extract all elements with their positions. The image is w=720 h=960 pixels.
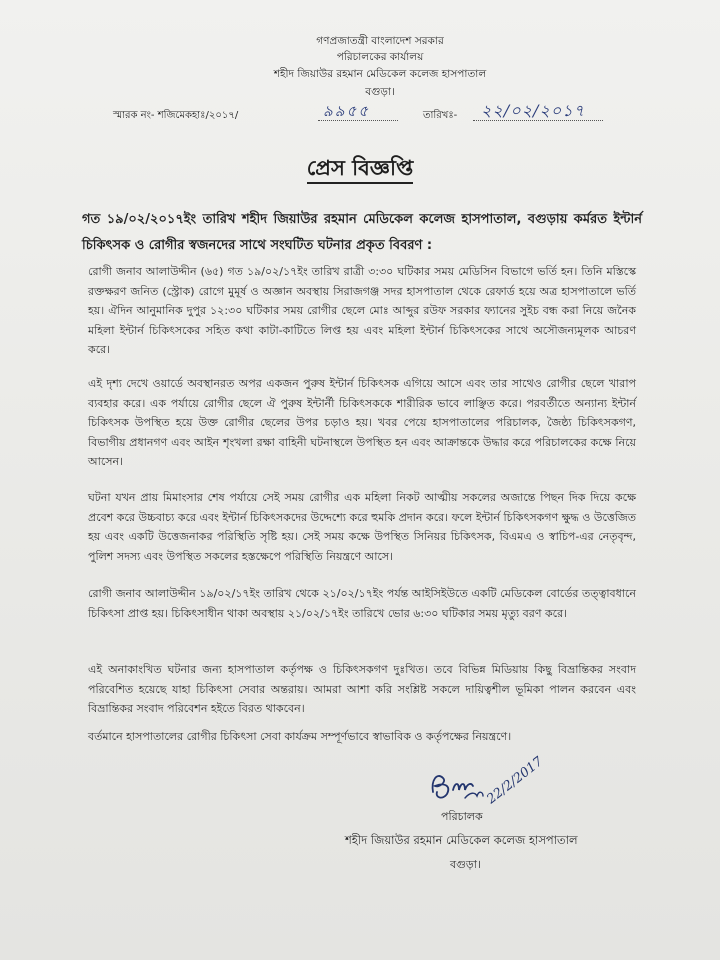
paragraph-6: বর্তমানে হাসপাতালের রোগীর চিকিৎসা সেবা কার্যক্রম সম্পূর্ণভাবে স্বাভাবিক ও কর্তৃপক্ষের নিয়ন্ত্রণে। <box>88 730 512 743</box>
letterhead-office: পরিচালকের কার্যালয় <box>336 51 424 63</box>
paragraph-3: ঘটনা যখন প্রায় মিমাংসার শেষ পর্যায়ে সেই সময় রোগীর এক মহিলা নিকট আত্মীয় সকলের অজান্তে পিছন দিক দিয়ে কক্ষে প্রবেশ করে উচ্চবাচ্য করে এবং ইন্টার্ন চিকিৎসকদের উদ্দেশ্যে করে হুমকি প্রদান করে। ফলে ইন্টার্ন চিকিৎসকগণ ক্ষুদ্ধ ও উত্তেজিত হয় এবং একটি উত্তেজনাকর পরিস্থিতি সৃষ্টি হয়। সেই সময় কক্ষে উপস্থিত সিনিয়র চিকিৎসক, বিএমএ ও স্বাচিপ-এর নেতৃবৃন্দ, পুলিশ সদস্য এবং উপস্থিত সকলের হস্তক্ষেপে পরিস্থিতি নিয়ন্ত্রণে আসে। <box>88 491 636 563</box>
paragraph-4: রোগী জনাব আলাউদ্দীন ১৯/০২/১৭ইং তারিখ থেকে ২১/০২/১৭ইং পর্যন্ত আইসিইউতে একটি মেডিকেল বোর্ডের তত্ত্বাবধানে চিকিৎসা প্রাপ্ত হয়। চিকিৎসাধীন থাকা অবস্থায় ২১/০২/১৭ইং তারিখে ভোর ৬:৩০ ঘটিকার সময় মৃত্যু বরণ করে। <box>88 587 636 620</box>
signatory-district: বগুড়া। <box>450 858 481 871</box>
date-value: ২২/০২/২০১৭ <box>481 101 585 120</box>
letterhead-hospital: শহীদ জিয়াউর রহমান মেডিকেল কলেজ হাসপাতাল <box>273 68 487 80</box>
reference-number: ৯৯৫৫ <box>323 102 370 120</box>
paragraph-2: এই দৃশ্য দেখে ওয়ার্ডে অবস্থানরত অপর একজন পুরুষ ইন্টার্ন চিকিৎসক এগিয়ে আসে এবং তার সাথেও রোগীর ছেলে খারাপ ব্যবহার করে। এক পর্যায়ে রোগীর ছেলে ঐ পুরুষ ইন্টার্নী চিকিৎসককে শারীরিক ভাবে লাঞ্ছিত করে। পরবর্তীতে অন্যান্য ইন্টার্ন চিকিৎসক উপস্থিত হয়ে উক্ত রোগীর ছেলের উপর চড়াও হয়। খবর পেয়ে হাসপাতালের পরিচালক, জৈষ্ঠ্য চিকিৎসকগণ, বিভাগীয় প্রধানগণ এবং আইন শৃংখলা রক্ষা বাহিনী ঘটনাস্থলে উপস্থিত হন এবং আক্রান্তকে উদ্ধার করে পরিচালকের কক্ষে নিয়ে আসেন। <box>88 377 636 469</box>
signature-date: 22/2/2017 <box>484 754 547 808</box>
press-release-title <box>0 152 720 187</box>
signatory-hospital: শহীদ জিয়াউর রহমান মেডিকেল কলেজ হাসপাতাল <box>345 833 578 847</box>
reference-label: স্মারক নং- শজিমেকহাঃ/২০১৭/ <box>113 110 239 121</box>
date-dotted-line <box>473 120 603 121</box>
signatory-title: পরিচালক <box>441 810 483 823</box>
subject-heading: গত ১৯/০২/২০১৭ইং তারিখ শহীদ জিয়াউর রহমান মেডিকেল কলেজ হাসপাতাল, বগুড়ায় কর্মরত ইন্টার্ন চিকিৎসক ও রোগীর স্বজনদের সাথে সংঘটিত ঘটনার প্রকৃত বিবরণ : <box>82 212 642 253</box>
date-label: তারিখঃ- <box>423 110 458 121</box>
signature-drawing <box>425 752 585 812</box>
letterhead-district: বগুড়া। <box>365 86 395 98</box>
handwritten-signature <box>425 752 585 812</box>
reference-dotted-line <box>318 120 398 121</box>
letterhead-government: গণপ্রজাতন্ত্রী বাংলাদেশ সরকার <box>316 35 444 47</box>
press-release-title-text: প্রেস বিজ্ঞপ্তি <box>307 156 413 184</box>
paragraph-5: এই অনাকাংখিত ঘটনার জন্য হাসপাতাল কর্তৃপক্ষ ও চিকিৎসকগণ দুঃখিত। তবে বিভিন্ন মিডিয়ায় কিছু বিভ্রান্তিকর সংবাদ পরিবেশিত হয়েছে যাহা চিকিৎসা সেবার অন্তরায়। আমরা আশা করি সংশ্লিষ্ট সকলে দায়িত্বশীল ভূমিকা পালন করবেন এবং বিভ্রান্তিকর সংবাদ পরিবেশন হইতে বিরত থাকবেন। <box>88 663 636 716</box>
reference-row <box>113 100 613 124</box>
paragraph-1: রোগী জনাব আলাউদ্দীন (৬৫) গত ১৯/০২/১৭ইং তারিখ রাত্রী ৩:৩০ ঘটিকার সময় মেডিসিন বিভাগে ভর্তি হন। তিনি মস্তিস্কে রক্তক্ষরণ জনিত (স্ট্রোক) রোগে মুমূর্ষ ও অজ্ঞান অবস্থায় সিরাজগঞ্জ সদর হাসপাতাল থেকে রেফার্ড হয়ে অত্র হাসপাতালে ভর্তি হয়। ঐদিন আনুমানিক দুপুর ১২:৩০ ঘটিকার সময় রোগীর ছেলে মোঃ আব্দুর রউফ সরকার ফ্যানের সুইচ বন্ধ করা নিয়ে জনৈক মহিলা ইন্টার্ন চিকিৎসকের সহিত কথা কাটা-কাটিতে লিপ্ত হয় এবং মহিলা ইন্টার্ন চিকিৎসকের সাথে অসৌজন্যমূলক আচরণ করে। <box>88 265 636 357</box>
